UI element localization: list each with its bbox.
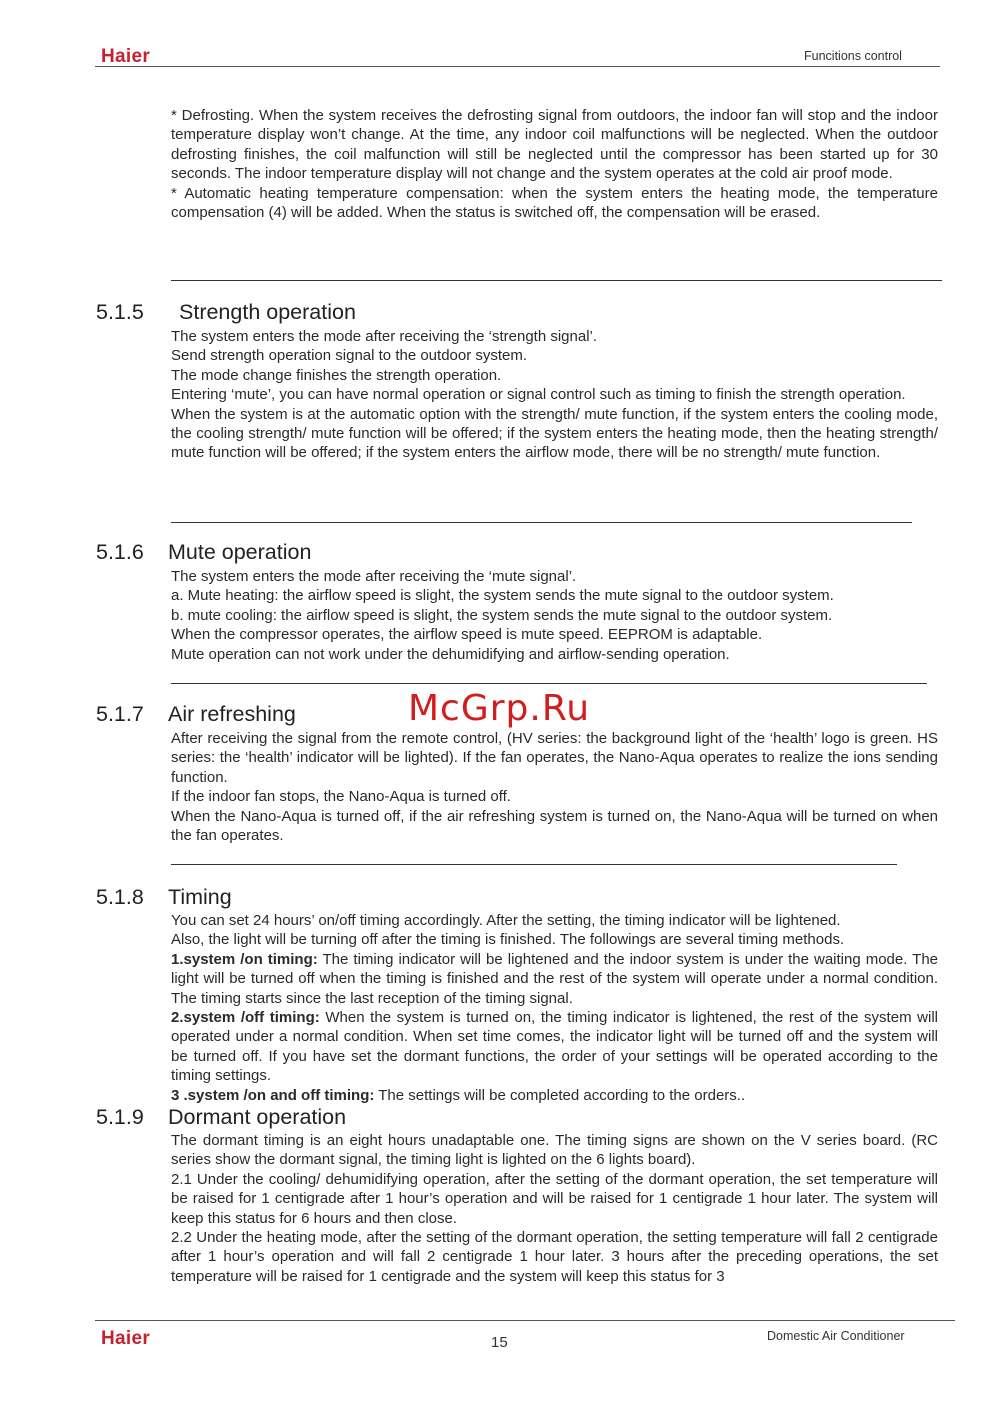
section-divider [171, 864, 897, 865]
watermark: McGrp.Ru [408, 688, 591, 729]
timing-method-label: 1.system /on timing: [171, 950, 318, 968]
body-line: If the indoor fan stops, the Nano-Aqua is turned off. [171, 788, 511, 806]
section-heading-5-1-9 [96, 1105, 346, 1130]
timing-method-label: 2.system /off timing: [171, 1009, 320, 1027]
defrosting-paragraph: * Defrosting. When the system receives the defrosting signal from outdoors, the indoor fan will stop and the indoor temperature display won’t change. At the time, any indoor coil malfunctions will be neglected. When the outdoor defrosting finishes, the coil malfunction will still be neglected until the compressor has been started up for 30 seconds. The indoor temperature display will not change and the system operates at the cold air proof mode. [171, 107, 938, 183]
section-title: Strength operation [179, 300, 356, 324]
body-line: The system enters the mode after receiving the ‘mute signal’. [171, 568, 577, 585]
body-line: After receiving the signal from the remote control, (HV series: the background light of the ‘health’ logo is green. HS series: the ‘health’ indicator will be lighted). If the fan operates, the Nano-Aqua operates to realize the ions sending function. [171, 730, 938, 786]
header-title: Funcitions control [804, 49, 902, 63]
timing-method-text: The settings will be completed according to the orders.. [374, 1086, 746, 1104]
intro-text [171, 106, 938, 222]
section-heading-5-1-6 [96, 540, 311, 565]
timing-method-label: 3 .system /on and off timing: [171, 1086, 375, 1104]
page-number: 15 [491, 1334, 508, 1351]
footer-title: Domestic Air Conditioner [767, 1329, 905, 1343]
body-line: Mute operation can not work under the dehumidifying and airflow-sending operation. [171, 645, 730, 663]
section-body-5-1-9 [171, 1131, 938, 1286]
body-line: When the system is at the automatic option with the strength/ mute function, if the system enters the cooling mode, the cooling strength/ mute function will be offered; if the system enters the heating mode, then the heating strength/ mute function will be offered; if the system enters the airflow mode, there will be no strength/ mute function. [171, 405, 938, 462]
section-number: 5.1.5 [96, 300, 144, 324]
section-number: 5.1.6 [96, 540, 144, 564]
body-line: 2.2 Under the heating mode, after the setting of the dormant operation, the setting temperature will fall 2 centigrade after 1 hour’s operation and will fall 2 centigrade 1 hour later. 3 hours after the preceding operations, the set temperature will be raised for 1 centigrade and the system will keep this status for 3 [171, 1229, 938, 1285]
section-title: Timing [168, 885, 232, 909]
timing-method-3 [171, 1086, 938, 1105]
body-line: You can set 24 hours’ on/off timing accordingly. After the setting, the timing indicator will be lightened. [171, 912, 841, 929]
body-line: When the Nano-Aqua is turned off, if the air refreshing system is turned on, the Nano-Aqua will be turned on when the fan operates. [171, 807, 938, 845]
body-line: b. mute cooling: the airflow speed is slight, the system sends the mute signal to the outdoor system. [171, 606, 833, 624]
body-line: Also, the light will be turning off after the timing is finished. The followings are several timing methods. [171, 931, 845, 949]
section-divider [171, 280, 942, 281]
section-number: 5.1.8 [96, 885, 144, 909]
section-body-5-1-8 [171, 911, 938, 1105]
section-title: Mute operation [168, 540, 312, 564]
footer-rule [95, 1320, 955, 1321]
timing-method-text: When the system is turned on, the timing indicator is lightened, the rest of the system will operated under a normal condition. When set time comes, the indicator light will be turned off and the system will be turned off. If you have set the dormant functions, the order of your settings will be operated according to the timing settings. [171, 1009, 939, 1085]
section-divider [171, 683, 927, 684]
section-title: Dormant operation [168, 1105, 347, 1129]
section-heading-5-1-7 [96, 702, 296, 727]
timing-method-1 [171, 950, 938, 1008]
compensation-paragraph: * Automatic heating temperature compensation: when the system enters the heating mode, the temperature compensation (4) will be added. When the status is switched off, the compensation will be erased. [171, 184, 938, 222]
header-haier-logo: Haier [101, 46, 151, 67]
section-title: Air refreshing [168, 702, 296, 726]
body-line: The mode change finishes the strength operation. [171, 366, 502, 384]
section-body-5-1-5 [171, 327, 938, 463]
body-line: When the compressor operates, the airflow speed is mute speed. EEPROM is adaptable. [171, 626, 763, 644]
section-divider [171, 522, 912, 523]
body-line: The system enters the mode after receiving the ‘strength signal’. [171, 328, 598, 345]
body-line: Send strength operation signal to the outdoor system. [171, 347, 528, 365]
body-line: The dormant timing is an eight hours unadaptable one. The timing signs are shown on the V series board. (RC series show the dormant signal, the timing light is lighted on the 6 lights board). [171, 1132, 938, 1169]
section-body-5-1-7 [171, 729, 938, 845]
timing-method-text: The timing indicator will be lightened and the indoor system is under the waiting mode. The light will be turned off when the timing is finished and the rest of the system will operate under a normal condition. The timing starts since the last reception of the timing signal. [171, 950, 939, 1007]
section-number: 5.1.7 [96, 702, 144, 726]
timing-method-2 [171, 1008, 938, 1086]
section-heading-5-1-8 [96, 885, 232, 910]
header-rule [95, 66, 940, 67]
body-line: a. Mute heating: the airflow speed is slight, the system sends the mute signal to the outdoor system. [171, 587, 834, 605]
section-heading-5-1-5 [96, 300, 356, 325]
body-line: 2.1 Under the cooling/ dehumidifying operation, after the setting of the dormant operation, the set temperature will be raised for 1 centigrade after 1 hour’s operation and will be raised for 1 centigrade 1 hour later. The system will keep this status for 6 hours and then close. [171, 1170, 938, 1227]
body-line: Entering ‘mute’, you can have normal operation or signal control such as timing to finish the strength operation. [171, 386, 906, 404]
section-number: 5.1.9 [96, 1105, 144, 1129]
footer-haier-logo: Haier [101, 1328, 151, 1349]
section-body-5-1-6 [171, 567, 938, 664]
